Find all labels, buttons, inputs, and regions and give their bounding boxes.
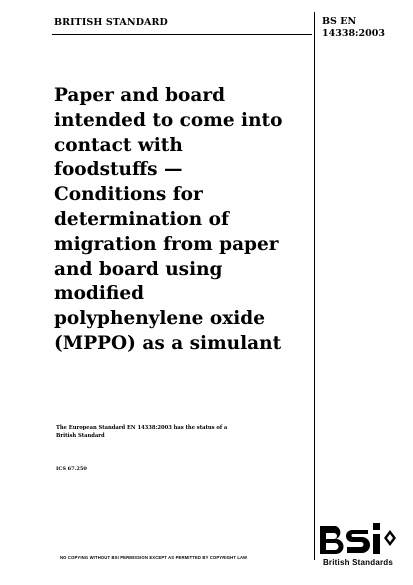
title-line: foodstuffs — [54,159,183,181]
bsi-logo [318,520,398,572]
title-line: and board using [54,258,223,280]
bsi-logo-mark [318,520,398,556]
standard-prefix: BS EN [322,16,357,27]
bsi-logo-text: British Standards [322,558,394,567]
header-standard-number [322,16,385,40]
title-line: Conditions for [54,184,203,206]
header-rule [52,34,312,35]
title-line: Paper and board [54,85,226,106]
vertical-rule [314,12,315,560]
document-title [54,84,310,357]
status-statement [56,425,276,440]
title-line: polyphenylene oxide [54,308,265,330]
header-standard-label: BRITISH STANDARD [54,17,168,28]
title-line: modified [54,283,145,305]
title-line: contact with [54,134,183,156]
status-line: The European Standard EN 14338:2003 has the status of a [56,425,228,431]
status-line: British Standard [56,432,105,439]
ics-code: ICS 67.250 [56,466,87,472]
title-line: determination of [54,208,229,230]
copyright-footer: NO COPYING WITHOUT BSI PERMISSION EXCEPT AS PERMITTED BY COPYRIGHT LAW [60,555,248,560]
title-line: intended to come into [54,109,283,131]
title-line: migration from paper [54,233,279,255]
standard-number: 14338:2003 [322,28,385,39]
title-line: (MPPO) as a simulant [54,332,282,354]
